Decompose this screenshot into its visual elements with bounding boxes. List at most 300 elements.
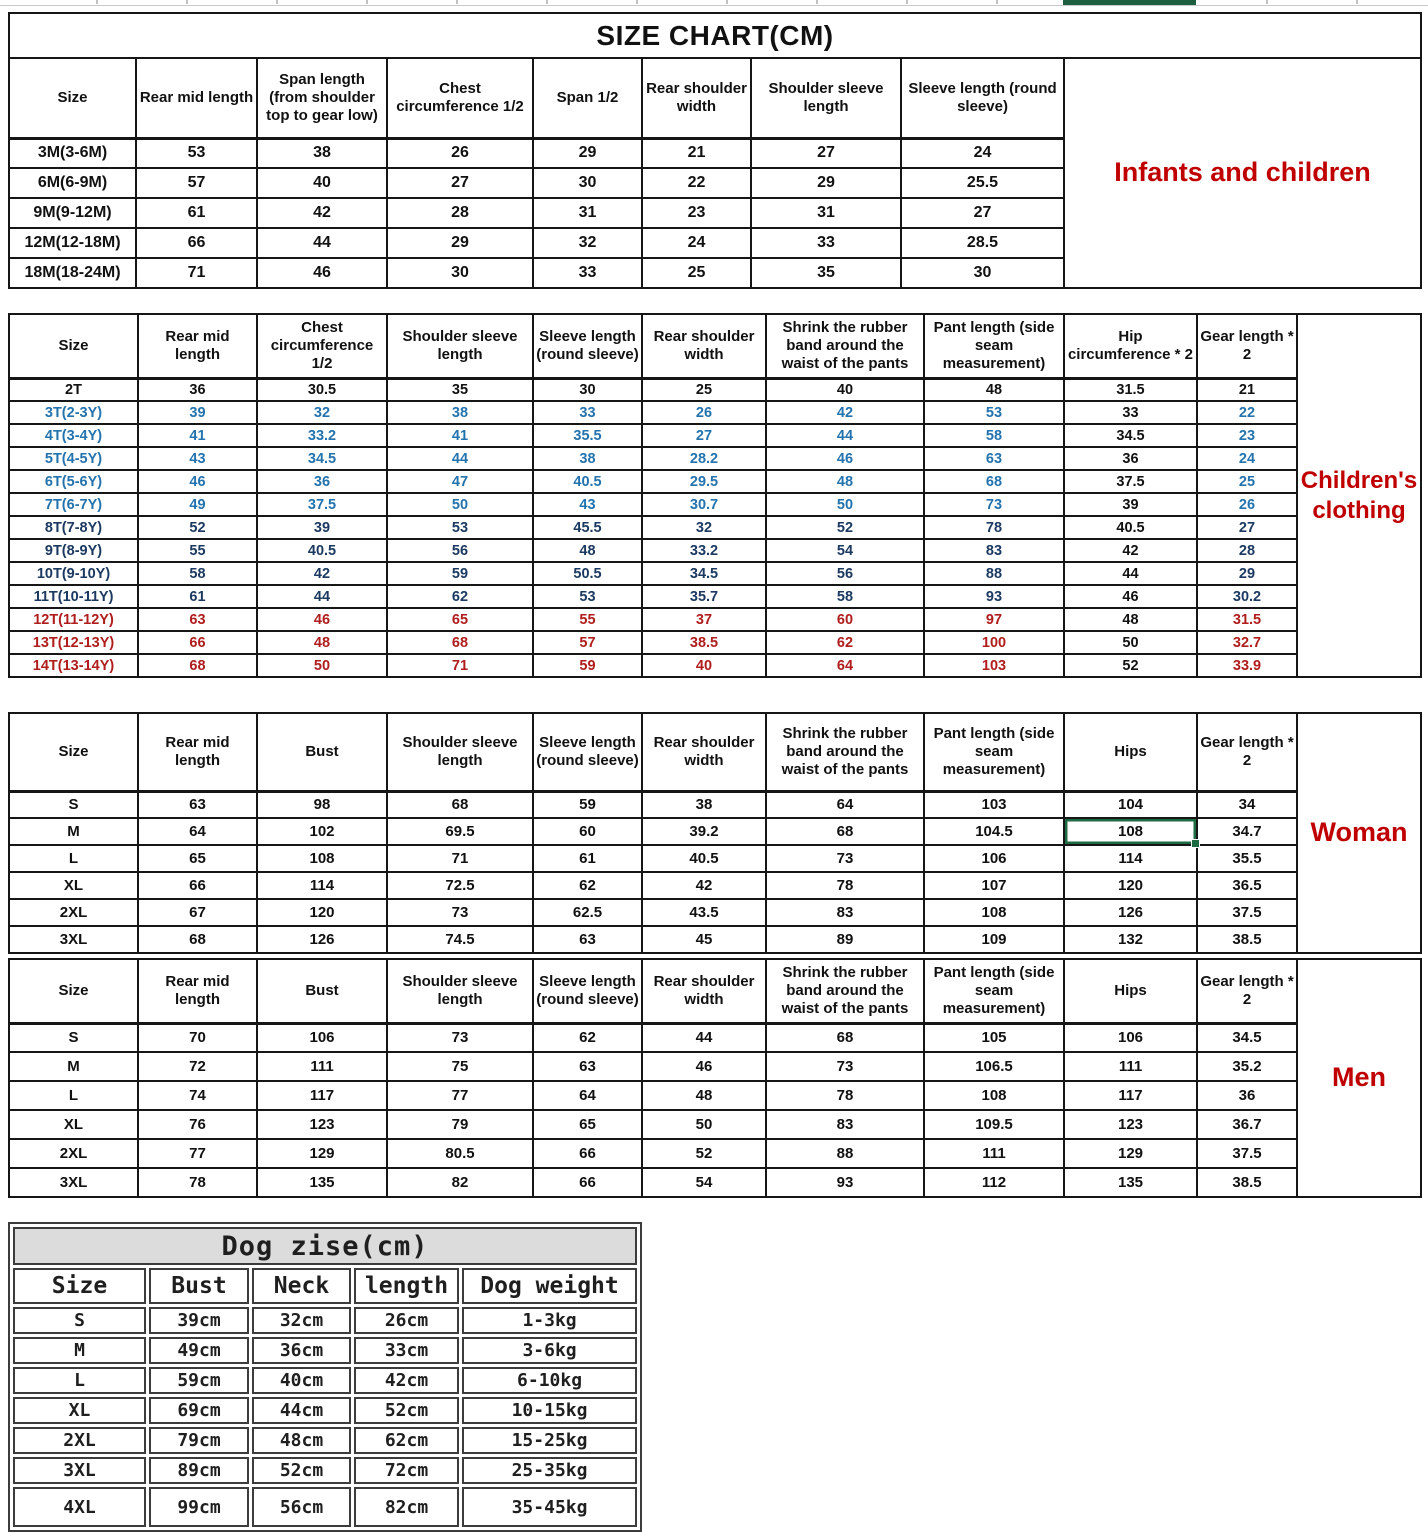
cell: 55 — [533, 608, 642, 631]
cell: 69cm — [149, 1397, 249, 1424]
cell: 59 — [533, 791, 642, 818]
cell: 48cm — [252, 1427, 351, 1454]
table-row — [9, 585, 1421, 608]
cell: 44 — [1064, 562, 1197, 585]
cell: 68 — [387, 631, 533, 654]
column-header: Shoulder sleeve length — [387, 713, 533, 791]
column-header: Pant length (side seam measurement) — [924, 713, 1064, 791]
cell: 61 — [533, 845, 642, 872]
cell: 72.5 — [387, 872, 533, 899]
cell: 108 — [1064, 818, 1197, 845]
column-header: Gear length * 2 — [1197, 314, 1297, 378]
cell: 34.5 — [1197, 1023, 1297, 1052]
cell: 30 — [387, 258, 533, 288]
cell: 31 — [751, 198, 901, 228]
cell: 68 — [766, 1023, 924, 1052]
cell: 44cm — [252, 1397, 351, 1424]
cell: 25 — [642, 258, 751, 288]
cell: 65 — [138, 845, 257, 872]
cell: 31 — [533, 198, 642, 228]
cell: 58 — [766, 585, 924, 608]
cell: 59 — [533, 654, 642, 677]
cell: 35.2 — [1197, 1052, 1297, 1081]
cell: 53 — [924, 401, 1064, 424]
cell: 49cm — [149, 1337, 249, 1364]
cell: 24 — [642, 228, 751, 258]
table-row — [9, 1081, 1421, 1110]
cell: M — [13, 1337, 146, 1364]
cell: 44 — [257, 585, 387, 608]
cell: 6M(6-9M) — [9, 168, 136, 198]
table-row — [9, 872, 1421, 899]
cell: 66 — [138, 631, 257, 654]
cell: 59cm — [149, 1367, 249, 1394]
cell: 40.5 — [642, 845, 766, 872]
cell: 83 — [766, 899, 924, 926]
cell: 108 — [924, 1081, 1064, 1110]
cell: 111 — [257, 1052, 387, 1081]
column-header: Size — [9, 959, 138, 1023]
cell: 40.5 — [257, 539, 387, 562]
cell: 56cm — [252, 1487, 351, 1527]
cell: 48 — [257, 631, 387, 654]
cell: 11T(10-11Y) — [9, 585, 138, 608]
cell: 40 — [642, 654, 766, 677]
cell: 111 — [924, 1139, 1064, 1168]
cell: 93 — [766, 1168, 924, 1197]
cell: 32 — [642, 516, 766, 539]
cell: 38.5 — [1197, 926, 1297, 953]
column-header: Bust — [257, 713, 387, 791]
cell: 39.2 — [642, 818, 766, 845]
cell: 88 — [924, 562, 1064, 585]
cell: 117 — [257, 1081, 387, 1110]
cell: 59 — [387, 562, 533, 585]
cell: 73 — [387, 1023, 533, 1052]
cell: 40.5 — [1064, 516, 1197, 539]
cell: 40cm — [252, 1367, 351, 1394]
cell: 64 — [138, 818, 257, 845]
cell: 36 — [257, 470, 387, 493]
cell: 2XL — [13, 1427, 146, 1454]
cell: 38.5 — [642, 631, 766, 654]
cell: 47 — [387, 470, 533, 493]
cell: 25 — [642, 378, 766, 401]
cell: 25-35kg — [462, 1457, 637, 1484]
column-header: Rear mid length — [138, 314, 257, 378]
cell: 56 — [766, 562, 924, 585]
cell: 33.2 — [642, 539, 766, 562]
cell: 1-3kg — [462, 1307, 637, 1334]
cell: 15-25kg — [462, 1427, 637, 1454]
cell: 114 — [1064, 845, 1197, 872]
cell: 36.5 — [1197, 872, 1297, 899]
cell: 63 — [533, 1052, 642, 1081]
cell: 104 — [1064, 791, 1197, 818]
cell: 123 — [1064, 1110, 1197, 1139]
cell: 78 — [766, 872, 924, 899]
cell: 72cm — [354, 1457, 459, 1484]
cell: 52 — [642, 1139, 766, 1168]
infants-table-title: SIZE CHART(CM) — [9, 13, 1421, 58]
cell: 50 — [766, 493, 924, 516]
cell: S — [9, 1023, 138, 1052]
cell: 66 — [138, 872, 257, 899]
cell: 46 — [257, 258, 387, 288]
cell: 58 — [924, 424, 1064, 447]
column-header: Pant length (side seam measurement) — [924, 959, 1064, 1023]
infants-size-table — [8, 12, 1422, 289]
table-row — [13, 1427, 637, 1454]
header-row — [9, 713, 1421, 791]
cell: 64 — [533, 1081, 642, 1110]
cell: 44 — [387, 447, 533, 470]
column-header: Chest circumference 1/2 — [387, 58, 533, 138]
cell: 62cm — [354, 1427, 459, 1454]
header-row — [9, 314, 1421, 378]
cell: 48 — [924, 378, 1064, 401]
cell: 22 — [1197, 401, 1297, 424]
table-row — [9, 401, 1421, 424]
cell: 53 — [387, 516, 533, 539]
table-row — [9, 1139, 1421, 1168]
cell: 10-15kg — [462, 1397, 637, 1424]
cell: 107 — [924, 872, 1064, 899]
cell: 46 — [766, 447, 924, 470]
cell: 63 — [533, 926, 642, 953]
cell: 49 — [138, 493, 257, 516]
cell: 88 — [766, 1139, 924, 1168]
table-row — [13, 1367, 637, 1394]
cell: 33 — [533, 401, 642, 424]
cell: 28.5 — [901, 228, 1064, 258]
cell: 35.5 — [1197, 845, 1297, 872]
cell: 37.5 — [1064, 470, 1197, 493]
table-row — [9, 608, 1421, 631]
header-row — [13, 1268, 637, 1304]
cell: 135 — [1064, 1168, 1197, 1197]
cell: 73 — [924, 493, 1064, 516]
table-row — [9, 654, 1421, 677]
cell: 37.5 — [1197, 1139, 1297, 1168]
cell: 63 — [138, 608, 257, 631]
table-row — [9, 493, 1421, 516]
cell: 58 — [138, 562, 257, 585]
column-header: Sleeve length (round sleeve) — [533, 959, 642, 1023]
table-row — [9, 516, 1421, 539]
cell: 42 — [257, 198, 387, 228]
cell: 37 — [642, 608, 766, 631]
cell: 32 — [257, 401, 387, 424]
column-header: Hip circumference * 2 — [1064, 314, 1197, 378]
cell: 21 — [1197, 378, 1297, 401]
women-size-table — [8, 712, 1422, 954]
cell: 54 — [766, 539, 924, 562]
cell: 52cm — [252, 1457, 351, 1484]
cell: 52cm — [354, 1397, 459, 1424]
cell: 100 — [924, 631, 1064, 654]
cell: 36.7 — [1197, 1110, 1297, 1139]
women-size-table-wrap — [8, 712, 1420, 954]
column-header: Sleeve length (round sleeve) — [533, 713, 642, 791]
cell: 27 — [901, 198, 1064, 228]
cell: 45 — [642, 926, 766, 953]
cell: 6-10kg — [462, 1367, 637, 1394]
cell: 89 — [766, 926, 924, 953]
cell: 48 — [1064, 608, 1197, 631]
cell: 69.5 — [387, 818, 533, 845]
cell: 57 — [533, 631, 642, 654]
cell: 34.5 — [257, 447, 387, 470]
cell: 120 — [257, 899, 387, 926]
header-row — [9, 58, 1421, 138]
cell: 62 — [387, 585, 533, 608]
table-row — [13, 1397, 637, 1424]
cell: 83 — [924, 539, 1064, 562]
cell: 34.5 — [1064, 424, 1197, 447]
cell: 53 — [533, 585, 642, 608]
cell: 55 — [138, 539, 257, 562]
cell: 34.5 — [642, 562, 766, 585]
column-header: Size — [9, 58, 136, 138]
cell: 65 — [533, 1110, 642, 1139]
cell: 38 — [257, 138, 387, 168]
cell: 33 — [533, 258, 642, 288]
column-header: Hips — [1064, 713, 1197, 791]
column-header: Neck — [252, 1268, 351, 1304]
cell: 38 — [387, 401, 533, 424]
table-row — [9, 631, 1421, 654]
column-header: Rear mid length — [136, 58, 257, 138]
table-row — [13, 1307, 637, 1334]
cell: XL — [9, 1110, 138, 1139]
table-row — [9, 845, 1421, 872]
infants-size-table-wrap — [8, 12, 1420, 289]
column-header: Size — [13, 1268, 146, 1304]
cell: 30 — [533, 168, 642, 198]
cell: 135 — [257, 1168, 387, 1197]
cell: 111 — [1064, 1052, 1197, 1081]
cell: 44 — [766, 424, 924, 447]
table-row — [9, 378, 1421, 401]
cell: 54 — [642, 1168, 766, 1197]
cell: 50 — [642, 1110, 766, 1139]
table-row — [9, 562, 1421, 585]
cell: 82 — [387, 1168, 533, 1197]
cell: 126 — [257, 926, 387, 953]
table-row — [9, 539, 1421, 562]
table-row — [9, 791, 1421, 818]
cell: XL — [13, 1397, 146, 1424]
table-row — [9, 1168, 1421, 1197]
cell: 68 — [138, 926, 257, 953]
cell: 39 — [1064, 493, 1197, 516]
cell: 32cm — [252, 1307, 351, 1334]
cell: 75 — [387, 1052, 533, 1081]
cell: 46 — [138, 470, 257, 493]
cell: 64 — [766, 791, 924, 818]
column-header: Gear length * 2 — [1197, 713, 1297, 791]
cell: 27 — [642, 424, 766, 447]
cell: 52 — [1064, 654, 1197, 677]
column-header: Shrink the rubber band around the waist of the pants — [766, 314, 924, 378]
cell: 12T(11-12Y) — [9, 608, 138, 631]
cell: 43.5 — [642, 899, 766, 926]
cell: 21 — [642, 138, 751, 168]
cell: 2T — [9, 378, 138, 401]
cell: 36 — [1064, 447, 1197, 470]
cell: 36 — [1197, 1081, 1297, 1110]
cell: 60 — [533, 818, 642, 845]
cell: 66 — [533, 1168, 642, 1197]
cell: 106 — [1064, 1023, 1197, 1052]
excel-gridline — [0, 5, 1428, 6]
cell: 77 — [387, 1081, 533, 1110]
table-row — [9, 424, 1421, 447]
cell: 18M(18-24M) — [9, 258, 136, 288]
cell: 74 — [138, 1081, 257, 1110]
cell: 9T(8-9Y) — [9, 539, 138, 562]
cell: 2XL — [9, 1139, 138, 1168]
cell: 52 — [138, 516, 257, 539]
cell: 29 — [751, 168, 901, 198]
cell: 62 — [533, 872, 642, 899]
cell: 103 — [924, 791, 1064, 818]
table-row — [13, 1337, 637, 1364]
cell: 71 — [136, 258, 257, 288]
cell: 35.5 — [533, 424, 642, 447]
cell: 26 — [387, 138, 533, 168]
cell: 53 — [136, 138, 257, 168]
cell: 30.7 — [642, 493, 766, 516]
column-header: Shrink the rubber band around the waist of the pants — [766, 713, 924, 791]
men-size-table — [8, 958, 1422, 1198]
cell: 73 — [387, 899, 533, 926]
cell: 3XL — [9, 926, 138, 953]
column-header: Rear mid length — [138, 959, 257, 1023]
cell: 33 — [751, 228, 901, 258]
dog-table-title: Dog zise(cm) — [13, 1227, 637, 1265]
cell: 79cm — [149, 1427, 249, 1454]
cell: 126 — [1064, 899, 1197, 926]
cell: 5T(4-5Y) — [9, 447, 138, 470]
cell: 98 — [257, 791, 387, 818]
column-header: Bust — [149, 1268, 249, 1304]
cell: 66 — [136, 228, 257, 258]
cell: 102 — [257, 818, 387, 845]
cell: 38 — [533, 447, 642, 470]
column-header: Gear length * 2 — [1197, 959, 1297, 1023]
cell: 40 — [766, 378, 924, 401]
cell: 52 — [766, 516, 924, 539]
column-header: Rear shoulder width — [642, 314, 766, 378]
cell: 46 — [257, 608, 387, 631]
cell: 80.5 — [387, 1139, 533, 1168]
cell: 8T(7-8Y) — [9, 516, 138, 539]
cell: 33cm — [354, 1337, 459, 1364]
cell: S — [13, 1307, 146, 1334]
cell: 106 — [924, 845, 1064, 872]
cell: 29 — [387, 228, 533, 258]
cell: 57 — [136, 168, 257, 198]
cell: 62 — [533, 1023, 642, 1052]
table-row — [13, 1457, 637, 1484]
excel-column-highlight — [1063, 0, 1196, 5]
column-header: Shrink the rubber band around the waist of the pants — [766, 959, 924, 1023]
cell: 4T(3-4Y) — [9, 424, 138, 447]
cell: 42 — [766, 401, 924, 424]
cell: 70 — [138, 1023, 257, 1052]
cell: 120 — [1064, 872, 1197, 899]
cell: 37.5 — [1197, 899, 1297, 926]
cell: 40 — [257, 168, 387, 198]
cell: 77 — [138, 1139, 257, 1168]
cell: 30.5 — [257, 378, 387, 401]
cell: 38.5 — [1197, 1168, 1297, 1197]
cell: 78 — [766, 1081, 924, 1110]
cell: 93 — [924, 585, 1064, 608]
men-category-label: Men — [1297, 959, 1421, 1197]
cell: 68 — [138, 654, 257, 677]
column-header: Rear shoulder width — [642, 959, 766, 1023]
cell: 61 — [136, 198, 257, 228]
cell: 30.2 — [1197, 585, 1297, 608]
cell: 31.5 — [1064, 378, 1197, 401]
cell: 62.5 — [533, 899, 642, 926]
column-header: Pant length (side seam measurement) — [924, 314, 1064, 378]
cell: 129 — [1064, 1139, 1197, 1168]
cell: 41 — [387, 424, 533, 447]
cell: 33.9 — [1197, 654, 1297, 677]
cell: 46 — [1064, 585, 1197, 608]
cell: 66 — [533, 1139, 642, 1168]
cell: 26 — [642, 401, 766, 424]
cell: 104.5 — [924, 818, 1064, 845]
cell: 3M(3-6M) — [9, 138, 136, 168]
cell: 71 — [387, 845, 533, 872]
column-header: Dog weight — [462, 1268, 637, 1304]
dog-size-table — [8, 1222, 642, 1532]
cell: 26 — [1197, 493, 1297, 516]
cell: 78 — [924, 516, 1064, 539]
cell: 50 — [257, 654, 387, 677]
cell: 34.7 — [1197, 818, 1297, 845]
cell: 31.5 — [1197, 608, 1297, 631]
cell: 35 — [751, 258, 901, 288]
men-size-table-wrap — [8, 958, 1420, 1198]
cell: 103 — [924, 654, 1064, 677]
cell: 46 — [642, 1052, 766, 1081]
cell: 29.5 — [642, 470, 766, 493]
cell: 79 — [387, 1110, 533, 1139]
column-header: length — [354, 1268, 459, 1304]
cell: 23 — [642, 198, 751, 228]
cell: 24 — [1197, 447, 1297, 470]
cell: 28 — [1197, 539, 1297, 562]
cell: 43 — [138, 447, 257, 470]
cell: 112 — [924, 1168, 1064, 1197]
cell: 42 — [1064, 539, 1197, 562]
cell: 64 — [766, 654, 924, 677]
dog-size-table-wrap — [8, 1222, 640, 1532]
cell: 6T(5-6Y) — [9, 470, 138, 493]
column-header: Span 1/2 — [533, 58, 642, 138]
table-row — [9, 818, 1421, 845]
column-header: Shoulder sleeve length — [751, 58, 901, 138]
cell: 2XL — [9, 899, 138, 926]
cell: 3XL — [9, 1168, 138, 1197]
cell: 9M(9-12M) — [9, 198, 136, 228]
